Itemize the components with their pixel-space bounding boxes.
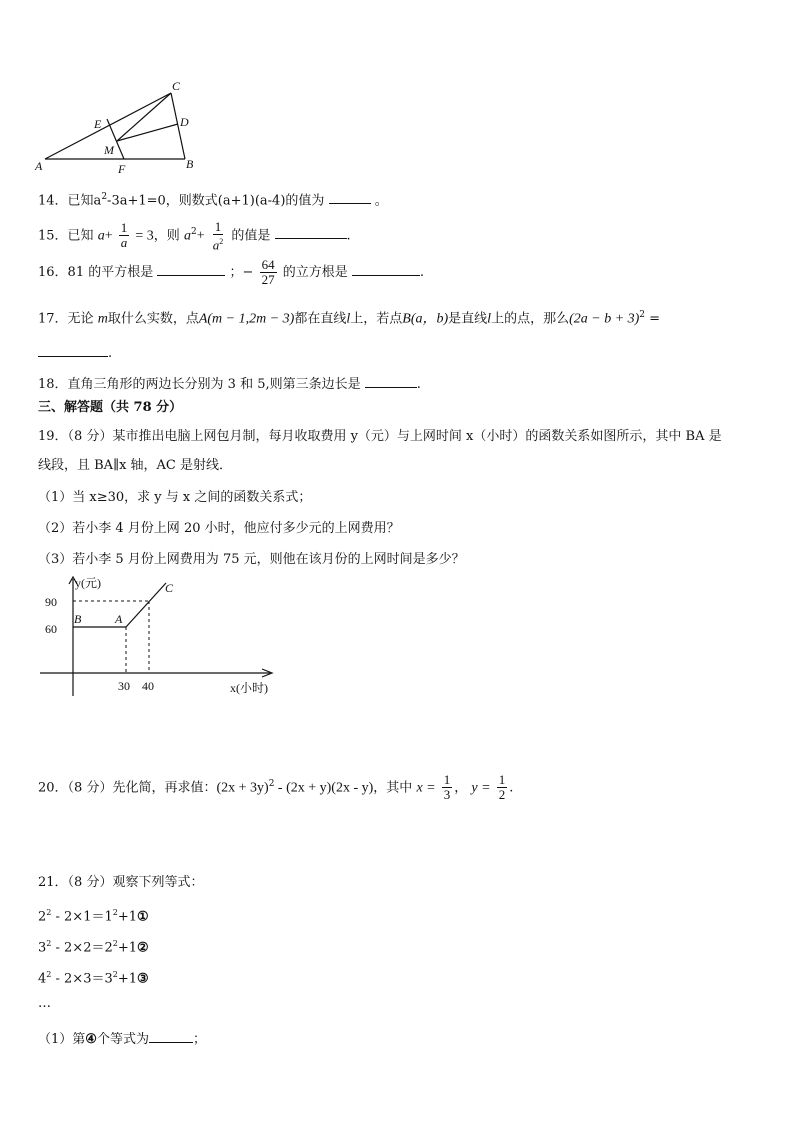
question-17: 17．无论 m取什么实数，点A(m − 1,2m − 3)都在直线l上，若点B(a，b)是直线l上的点，那么$(2a - b + 3)^2$ = [38,310,661,327]
fraction: $\frac{1}{a^2}$ [212,218,224,252]
question-20: 20．（8 分）先化简，再求值：$(2x + 3y)^2 - (2x + y)(2x - y)$，其中 x = $\frac{1}{3}$ ， y = $\frac{1}{2}$ . [38,772,514,803]
y-axis-label: y(元) [75,576,101,590]
point-B: B [74,612,82,626]
tick-60: 60 [45,622,57,636]
question-18: 18．直角三角形的两边长分别为 3 和 5,则第三条边长是 . [38,373,421,395]
question-16: 16．81 的平方根是 ；− $\frac{64}{27}$ 的立方根是 . [38,257,425,287]
fraction: $\frac{1}{a}$ [120,220,128,251]
fraction: $\frac{64}{27}$ [261,257,275,287]
answer-blank[interactable] [275,224,347,239]
question-19-line1: 19．（8 分）某市推出电脑上网包月制，每月收取费用 y（元）与上网时间 x（小时）的函数关系如图所示，其中 BA 是 [38,429,722,444]
fraction-x: $\frac{1}{3}$ [443,772,451,803]
label-B: B [186,157,194,171]
question-19-part2: （2）若小李 4 月份上网 20 小时，他应付多少元的上网费用？ [38,521,400,536]
answer-blank[interactable] [38,342,108,357]
equation-3: $4^2$ - $2\times 3=3^2+1③$ [38,970,149,987]
label-A: A [35,159,43,173]
label-F: F [118,162,126,176]
question-19-part1: （1）当 x≥30，求 y 与 x 之间的函数关系式； [38,490,312,505]
point-A: A [115,612,123,626]
question-19-line2: 线段，且 BA∥x 轴，AC 是射线． [38,458,233,473]
point-C: C [165,581,174,595]
question-19-part3: （3）若小李 5 月份上网费用为 75 元，则他在该月份的上网时间是多少？ [38,552,465,567]
tick-90: 90 [45,595,57,609]
label-C: C [172,79,181,93]
answer-blank[interactable] [157,261,225,276]
label-M: M [104,143,114,157]
x-axis-label: x(小时) [230,681,268,695]
question-17-answer-line: . [38,342,112,364]
label-D: D [180,115,189,129]
label-E: E [94,117,102,131]
question-21: 21．（8 分）观察下列等式： [38,875,204,890]
equation-1: $2^2$ - $2\times 1=1^2+1①$ [38,908,149,925]
equation-2: $3^2$ - $2\times 2=2^2+1②$ [38,939,149,956]
ellipsis: … [38,996,51,1011]
triangle-figure [30,76,210,176]
answer-blank[interactable] [149,1028,193,1043]
question-14: 14．已知$a^2-3a+1=0$，则数式(a+1)(a-4)的值为 。 [38,187,388,211]
section-heading: 三、解答题（共 78 分） [38,400,183,415]
answer-blank[interactable] [365,373,417,388]
tick-30: 30 [118,679,130,693]
answer-blank[interactable] [352,261,420,276]
answer-blank[interactable] [329,189,371,204]
fee-graph [36,574,316,700]
tick-40: 40 [142,679,154,693]
question-15: 15．已知 a+ $\frac{1}{a}$ = 3，则 $a^2+$ $\frac{1}{a^2}$ 的值是 . [38,218,351,252]
question-21-part1: （1）第④个等式为 ； [38,1028,206,1050]
fraction-y: $\frac{1}{2}$ [498,772,506,803]
